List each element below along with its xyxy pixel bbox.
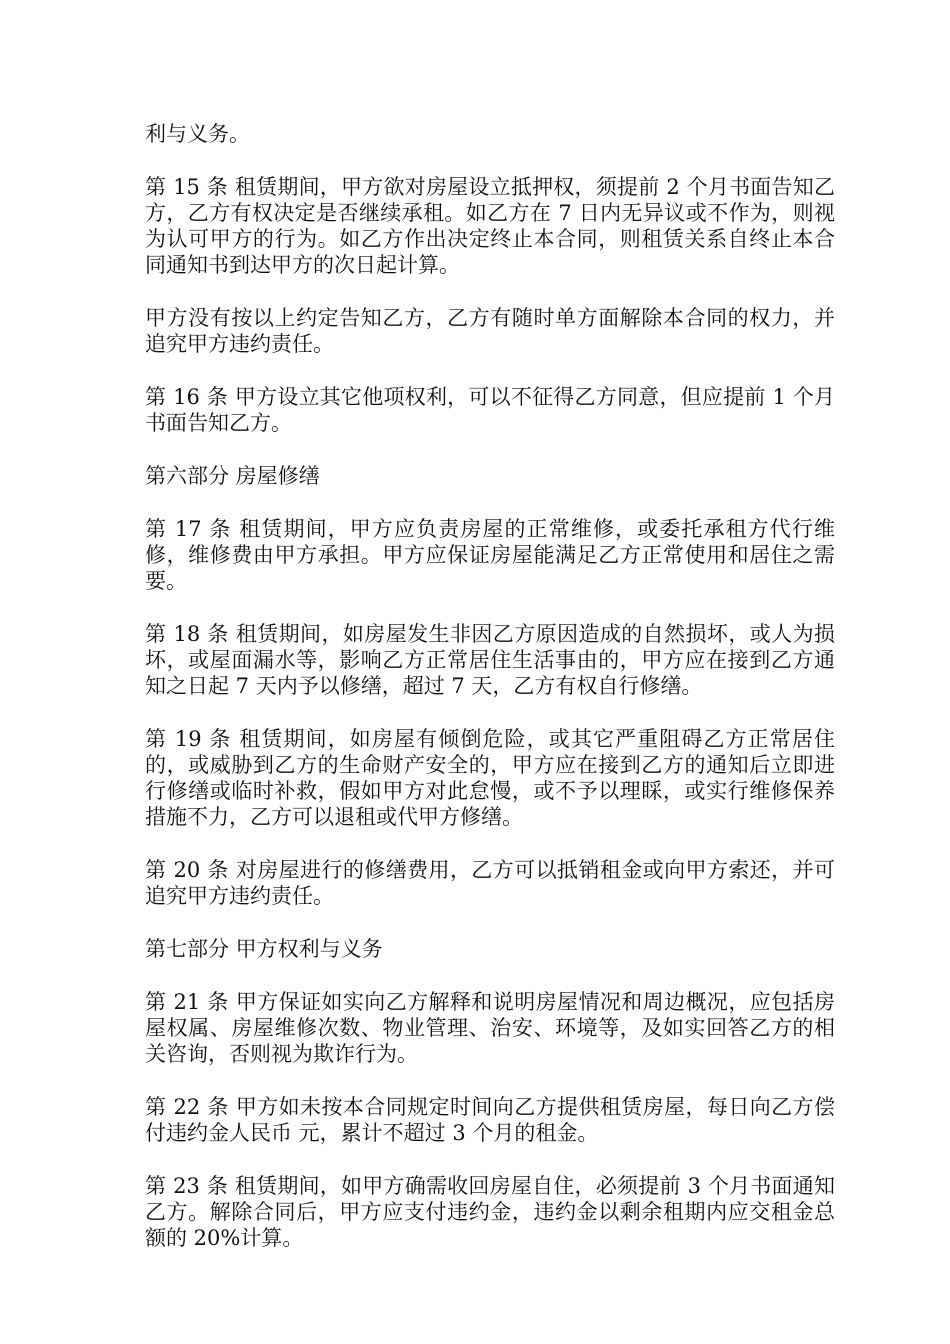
article-18: 第 18 条 租赁期间，如房屋发生非因乙方原因造成的自然损坏，或人为损坏，或屋面漏水等，影响乙方正常居住生活事由的，甲方应在接到乙方通知之日起 7 天内予以修缮，超过 7 天，乙方有权自行修缮。 — [145, 622, 835, 698]
section-heading-part-7: 第七部分 甲方权利与义务 — [145, 937, 383, 961]
article-19: 第 19 条 租赁期间，如房屋有倾倒危险，或其它严重阻碍乙方正常居住的，或威胁到乙方的生命财产安全的，甲方应在接到乙方的通知后立即进行修缮或临时补救，假如甲方对此怠慢，或不予以理睬，或实行维修保养措施不力，乙方可以退租或代甲方修缮。 — [145, 727, 835, 829]
article-22: 第 22 条 甲方如未按本合同规定时间向乙方提供租赁房屋，每日向乙方偿付违约金人民币 元，累计不超过 3 个月的租金。 — [145, 1095, 835, 1145]
article-20: 第 20 条 对房屋进行的修缮费用，乙方可以抵销租金或向甲方索还，并可追究甲方违约责任。 — [145, 858, 835, 908]
article-15: 第 15 条 租赁期间，甲方欲对房屋设立抵押权，须提前 2 个月书面告知乙方，乙方有权决定是否继续承租。如乙方在 7 日内无异议或不作为，则视为认可甲方的行为。如乙方作出决定终止本合同，则租赁关系自终止本合同通知书到达甲方的次日起计算。 — [145, 175, 835, 277]
article-21: 第 21 条 甲方保证如实向乙方解释和说明房屋情况和周边概况，应包括房屋权属、房屋维修次数、物业管理、治安、环境等，及如实回答乙方的相关咨询，否则视为欺诈行为。 — [145, 990, 835, 1066]
article-15-notice: 甲方没有按以上约定告知乙方，乙方有随时单方面解除本合同的权力，并追究甲方违约责任。 — [145, 306, 835, 356]
article-16: 第 16 条 甲方设立其它他项权利，可以不征得乙方同意，但应提前 1 个月书面告知乙方。 — [145, 385, 835, 435]
article-17: 第 17 条 租赁期间，甲方应负责房屋的正常维修，或委托承租方代行维修，维修费由甲方承担。甲方应保证房屋能满足乙方正常使用和居住之需要。 — [145, 517, 835, 593]
document-body — [145, 121, 835, 1278]
section-heading-part-6: 第六部分 房屋修缮 — [145, 464, 320, 488]
article-23: 第 23 条 租赁期间，如甲方确需收回房屋自住，必须提前 3 个月书面通知乙方。解除合同后，甲方应支付违约金，违约金以剩余租期内应交租金总额的 20%计算。 — [145, 1174, 835, 1250]
paragraph-continuation: 利与义务。 — [145, 122, 250, 146]
